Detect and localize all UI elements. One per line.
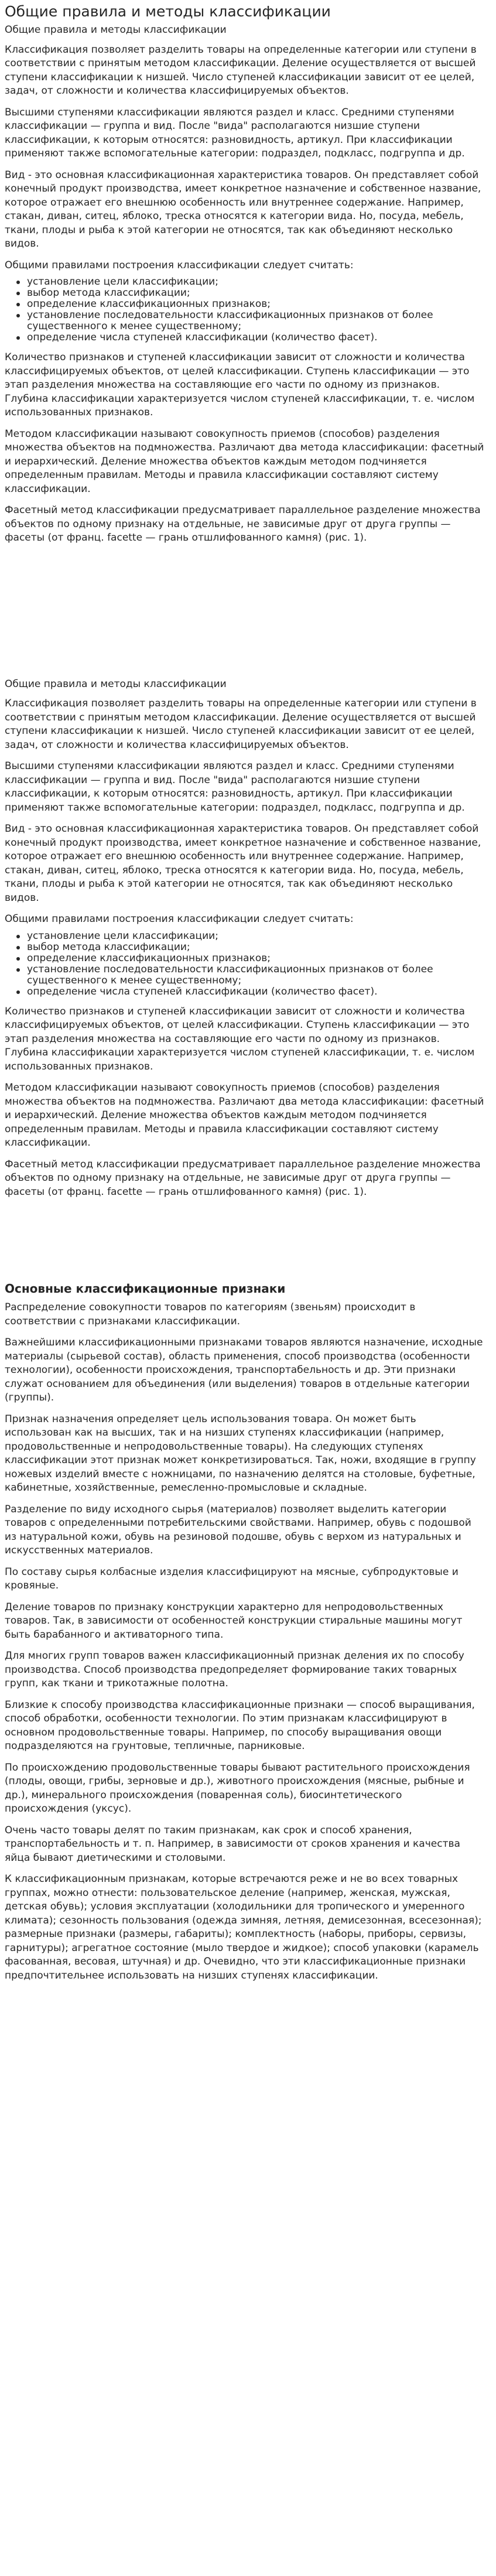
rules-list: [5, 276, 484, 343]
paragraph: Высшими ступенями классификации являются раздел и класс. Средними ступенями классификации — группа и вид. После "вида" располагаются низшие ступени классификации, к которым относятся: разновидность, артикул. При классификации применяют также вспомогательные категории: подраздел, подкласс, подгруппа и др.: [5, 760, 465, 814]
paragraph: Признак назначения определяет цель использования товара. Он может быть использован как на высших, так и на низших ступенях классификации (например, продовольственные и непродовольственные товары). На следующих ступенях классификации этот признак может конкретизироваться. Так, ножи, входящие в группу ножевых изделий вместе с ножницами, по назначению делятся на столовые, буфетные, кабинетные, хозяйственные, ремесленно-промысловые и складные.: [5, 1413, 476, 1494]
section-first: [5, 2, 484, 545]
list-item: выбор метода классификации;: [27, 288, 484, 299]
paragraph: По составу сырья колбасные изделия классифицируют на мясные, субпродуктовые и кровяные.: [5, 1566, 459, 1591]
paragraph: Общими правилами построения классификации следует считать:: [5, 259, 354, 271]
paragraph: Количество признаков и ступеней классификации зависит от сложности и количества классифицируемых объектов, от целей классификации. Ступень классификации — это этап разделения множества на составляющие его части по одному из признаков. Глубина классификации характеризуется числом ступеней классификации, т. е. числом использованных признаков.: [5, 1005, 475, 1072]
paragraph: Вид - это основная классификационная характеристика товаров. Он представляет собой конечный продукт производства, имеет конкретное назначение и собственное название, которое отражает его внешнюю особенность или внутреннее содержание. Например, стакан, диван, ситец, яблоко, треска относятся к категории вида. Но, посуда, мебель, ткани, плоды и рыба к этой категории не относятся, так как объединяют несколько видов.: [5, 169, 481, 250]
list-item: определение числа ступеней классификации (количество фасет).: [27, 986, 484, 997]
paragraph: Общими правилами построения классификации следует считать:: [5, 913, 354, 925]
subtitle: Общие правила и методы классификации: [5, 24, 227, 36]
page-title: Общие правила и методы классификации: [5, 3, 331, 20]
list-item: определение классификационных признаков;: [27, 299, 484, 310]
rules-list: [5, 931, 484, 997]
paragraph: Количество признаков и ступеней классификации зависит от сложности и количества классифицируемых объектов, от целей классификации. Ступень классификации — это этап разделения множества на составляющие его части по одному из признаков. Глубина классификации характеризуется числом ступеней классификации, т. е. числом использованных признаков.: [5, 351, 475, 418]
paragraph: Высшими ступенями классификации являются раздел и класс. Средними ступенями классификации — группа и вид. После "вида" располагаются низшие ступени классификации, к которым относятся: разновидность, артикул. При классификации применяют также вспомогательные категории: подраздел, подкласс, подгруппа и др.: [5, 106, 465, 159]
paragraph: Методом классификации называют совокупность приемов (способов) разделения множества объектов на подмножества. Различают два метода классификации: фасетный и иерархический. Деление множества объектов каждым методом подчиняется определенным правилам. Методы и правила классификации составляют систему классификации.: [5, 428, 484, 495]
list-item: установление цели классификации;: [27, 276, 484, 288]
paragraph: Распределение совокупности товаров по категориям (звеньям) происходит в соответствии с признаками классификации.: [5, 1301, 416, 1327]
paragraph: Фасетный метод классификации предусматривает параллельное разделение множества объектов по одному признаку на отдельные, не зависимые друг от друга группы — фасеты (от франц. facette — грань отшлифованного камня) (рис. 1).: [5, 504, 481, 544]
subtitle: Общие правила и методы классификации: [5, 678, 227, 690]
list-item: определение классификационных признаков;: [27, 953, 484, 964]
document-page: [0, 2, 496, 1983]
section-heading: Основные классификационные признаки: [5, 1282, 286, 1296]
paragraph: Важнейшими классификационными признаками товаров являются назначение, исходные материалы (сырьевой состав), область применения, способ производства (особенности технологии), особенности происхождения, транспортабельность и др. Эти признаки служат основанием для объединения (или выделения) товаров в отдельные категории (группы).: [5, 1337, 483, 1403]
paragraph: Для многих групп товаров важен классификационный признак деления их по способу производства. Способ производства предопределяет формирование таких товарных групп, как ткани и трикотажные полотна.: [5, 1650, 464, 1689]
list-item: определение числа ступеней классификации (количество фасет).: [27, 332, 484, 343]
paragraph: Классификация позволяет разделить товары на определенные категории или ступени в соответствии с принятым методом классификации. Деление осуществляется от высшей ступени классификации к низшей. Число ступеней классификации зависит от ее целей, задач, от сложности и количества классифицируемых объектов.: [5, 43, 477, 97]
paragraph: Деление товаров по признаку конструкции характерно для непродовольственных товаров. Так, в зависимости от особенностей конструкции стиральные машины могут быть барабанного и активаторного типа.: [5, 1601, 463, 1641]
paragraph: Близкие к способу производства классификационные признаки — способ выращивания, способ обработки, особенности технологии. По этим признакам классифицируют в основном продовольственные товары. Например, по способу выращивания овощи подразделяются на грунтовые, тепличные, парниковые.: [5, 1699, 475, 1752]
paragraph: Очень часто товары делят по таким признакам, как срок и способ хранения, транспортабельность и т. п. Например, в зависимости от сроков хранения и качества яйца бывают диетическими и столовыми.: [5, 1824, 460, 1864]
list-item: установление последовательности классификационных признаков от более существенного к менее существенному;: [27, 310, 484, 332]
list-item: выбор метода классификации;: [27, 942, 484, 953]
paragraph: Методом классификации называют совокупность приемов (способов) разделения множества объектов на подмножества. Различают два метода классификации: фасетный и иерархический. Деление множества объектов каждым методом подчиняется определенным правилам. Методы и правила классификации составляют систему классификации.: [5, 1082, 484, 1149]
paragraph: Вид - это основная классификационная характеристика товаров. Он представляет собой конечный продукт производства, имеет конкретное назначение и собственное название, которое отражает его внешнюю особенность или внутреннее содержание. Например, стакан, диван, ситец, яблоко, треска относятся к категории вида. Но, посуда, мебель, ткани, плоды и рыба к этой категории не относятся, так как объединяют несколько видов.: [5, 823, 481, 904]
section-second: [5, 678, 484, 1200]
paragraph: По происхождению продовольственные товары бывают растительного происхождения (плоды, овощи, грибы, зерновые и др.), животного происхождения (мясные, рыбные и др.), минерального происхождения (поваренная соль), биосинтетического происхождения (уксус).: [5, 1761, 470, 1815]
paragraph: Фасетный метод классификации предусматривает параллельное разделение множества объектов по одному признаку на отдельные, не зависимые друг от друга группы — фасеты (от франц. facette — грань отшлифованного камня) (рис. 1).: [5, 1158, 481, 1198]
list-item: установление цели классификации;: [27, 931, 484, 942]
paragraph: Разделение по виду исходного сырья (материалов) позволяет выделить категории товаров с определенными потребительскими свойствами. Например, обувь с подошвой из натуральной кожи, обувь на резиновой подошве, обувь с верхом из натуральных и искусственных материалов.: [5, 1503, 471, 1556]
section-features: [5, 1281, 484, 1983]
paragraph: К классификационным признакам, которые встречаются реже и не во всех товарных группах, можно отнести: пользовательское деление (например, женская, мужская, детская обувь); условия эксплуатации (холодильники для тропического и умеренного климата); сезонность пользования (одежда зимняя, летняя, демисезонная, всесезонная); размерные признаки (размеры, габариты); комплектность (наборы, приборы, сервизы, гарнитуры); агрегатное состояние (мыло твердое и жидкое); способ упаковки (карамель фасованная, весовая, штучная) и др. Очевидно, что эти классификационные признаки предпочтительнее использовать на низших ступенях классификации.: [5, 1873, 482, 1981]
list-item: установление последовательности классификационных признаков от более существенного к менее существенному;: [27, 964, 484, 986]
paragraph: Классификация позволяет разделить товары на определенные категории или ступени в соответствии с принятым методом классификации. Деление осуществляется от высшей ступени классификации к низшей. Число ступеней классификации зависит от ее целей, задач, от сложности и количества классифицируемых объектов.: [5, 698, 477, 751]
